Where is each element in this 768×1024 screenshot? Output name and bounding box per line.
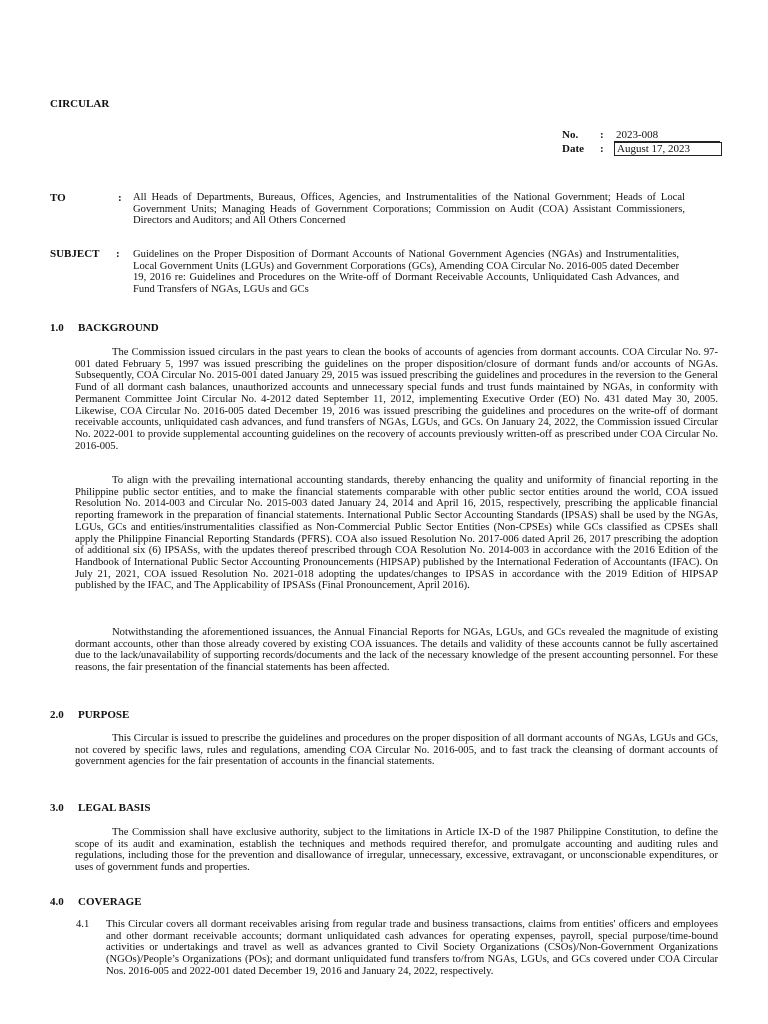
- circular-date-row: [562, 143, 691, 155]
- circular-number-label: No.: [562, 129, 579, 141]
- section-heading-legal-basis: [50, 802, 150, 814]
- section-number: 1.0: [50, 322, 64, 334]
- circular-date-value: August 17, 2023: [614, 142, 722, 156]
- section-number: 4.0: [50, 896, 64, 908]
- purpose-paragraph: This Circular is issued to prescribe the guidelines and procedures on the proper disposition of all dormant accounts of NGAs, LGUs and GCs, not covered by specific laws, rules and regulations, amending COA Circular No. 2016-005, and to fast track the cleansing of dormant accounts of government agencies for the fair presentation of accounts in the financial statements.: [75, 733, 718, 768]
- section-number: 2.0: [50, 709, 64, 721]
- section-heading-purpose: [50, 709, 129, 721]
- to-label: TO: [50, 192, 66, 204]
- coverage-item-4-1-text: This Circular covers all dormant receivables arising from regular trade and business transactions, claims from entities' officers and employees and other dormant receivable accounts; dormant unliquidated cash advances for operating expenses, payroll, special purpose/time-bound activities or undertakings and travel as well as advances granted to Civil Society Organizations (CSOs)/Non-Government Organizations (NGOs)/People’s Organizations (POs); and dormant unliquidated fund transfers to/from NGAs, LGUs, and GCs covered under COA Circular Nos. 2016-005 and 2022-001 dated December 19, 2016 and January 24, 2022, respectively.: [106, 919, 718, 977]
- circular-number-colon: :: [600, 129, 604, 141]
- subject-text: Guidelines on the Proper Disposition of Dormant Accounts of National Government Agencies (NGAs) and Instrumentalities, Local Government Units (LGUs) and Government Corporations (GCs), Amending COA Circular No. 2016-005 dated December 19, 2016 re: Guidelines and Procedures on the Write-off of Dormant Receivable Accounts, Unliquidated Cash Advances, and Fund Transfers of NGAs, LGUs and GCs: [133, 249, 679, 296]
- circular-date-colon: :: [600, 143, 604, 155]
- section-title: BACKGROUND: [78, 322, 159, 334]
- background-paragraph-1: The Commission issued circulars in the past years to clean the books of accounts of agencies from dormant accounts. COA Circular No. 97-001 dated February 5, 1997 was issued prescribing the guidelines on the proper disposition/closure of dormant funds and/or accounts of NGAs. Subsequently, COA Circular No. 2015-001 dated January 29, 2015 was issued prescribing the guidelines and procedures in the reversion to the General Fund of all dormant cash balances, unauthorized accounts and unnecessary special funds and trust funds maintained by NGAs, in conformity with Permanent Committee Joint Circular No. 4-2012 dated September 11, 2012, implementing Executive Order (EO) No. 431 dated May 30, 2005. Likewise, COA Circular No. 2016-005 dated December 19, 2016 was issued prescribing the guidelines and procedures on the write-off of dormant receivable accounts, unliquidated cash advances, and fund transfers of NGAs, LGUs, and GCs. On January 24, 2022, the Commission issued Circular No. 2022-001 to provide supplemental accounting guidelines on the recovery of accounts previously written-off as prescribed under COA Circular No. 2016-005.: [75, 347, 718, 452]
- to-recipients: All Heads of Departments, Bureaus, Offices, Agencies, and Instrumentalities of the National Government; Heads of Local Government Units; Managing Heads of Government Corporations; Commission on Audit (COA) Assistant Commissioners, Directors and Auditors; and All Others Concerned: [133, 192, 685, 227]
- section-heading-background: [50, 322, 159, 334]
- section-number: 3.0: [50, 802, 64, 814]
- legal-basis-paragraph: The Commission shall have exclusive authority, subject to the limitations in Article IX-D of the 1987 Philippine Constitution, to define the scope of its audit and examination, establish the techniques and methods required therefor, and promulgate accounting and auditing rules and regulations, including those for the prevention and disallowance of irregular, unnecessary, excessive, extravagant, or unconscionable expenditures, or uses of government funds and properties.: [75, 827, 718, 874]
- coverage-item-text: [106, 919, 718, 978]
- circular-number-row: [562, 129, 659, 141]
- background-paragraph-3: Notwithstanding the aforementioned issuances, the Annual Financial Reports for NGAs, LGUs, and GCs revealed the magnitude of existing dormant accounts, other than those already covered by existing COA issuances. The details and validity of these accounts cannot be fully ascertained due to the lack/unavailability of supporting records/documents and the lack of the necessary knowledge of the present accounting personnel. For these reasons, the fair presentation of the financial statements has been affected.: [75, 627, 718, 674]
- section-title: COVERAGE: [78, 896, 142, 908]
- background-paragraph-2: To align with the prevailing international accounting standards, thereby enhancing the quality and uniformity of financial reporting in the Philippine public sector entities, and to make the financial statements comparable with other public sector entities around the world, COA issued Resolution No. 2014-003 and Circular No. 2015-003 dated January 24, 2014 and April 16, 2015, respectively, prescribing the applicable financial reporting framework in the preparation of financial statements. International Public Sector Accounting Standards (IPSAS) shall be used by the NGAs, LGUs, GCs and entities/instrumentalities classified as Non-Commercial Public Sector Entities (Non-CPSEs) while GCs classified as CPSEs shall apply the Philippine Financial Reporting Standards (PFRS). COA also issued Resolution No. 2017-006 dated April 26, 2017 prescribing the adoption of additional six (6) IPSASs, with the updates thereof prescribed through COA Resolution No. 2014-003 in accordance with the 2016 Edition of the Handbook of International Public Sector Accounting Pronouncements (HIPSAP) published by the International Federation of Accountants (IFAC). On July 21, 2021, COA issued Resolution No. 2021-018 adopting the updates/changes to IPSAS in accordance with the 2019 Edition of HIPSAP published by the IFAC, and The Applicability of IPSASs (Final Pronouncement, April 2016).: [75, 475, 718, 592]
- subject-label: SUBJECT: [50, 248, 100, 260]
- coverage-item-number: 4.1: [76, 919, 90, 930]
- section-title: PURPOSE: [78, 709, 130, 721]
- circular-number-value: 2023-008: [614, 129, 720, 142]
- subject-colon: :: [116, 248, 120, 260]
- to-colon: :: [118, 192, 122, 204]
- circular-date-label: Date: [562, 143, 584, 155]
- section-heading-coverage: [50, 896, 142, 908]
- document-title: CIRCULAR: [50, 98, 110, 110]
- section-title: LEGAL BASIS: [78, 802, 151, 814]
